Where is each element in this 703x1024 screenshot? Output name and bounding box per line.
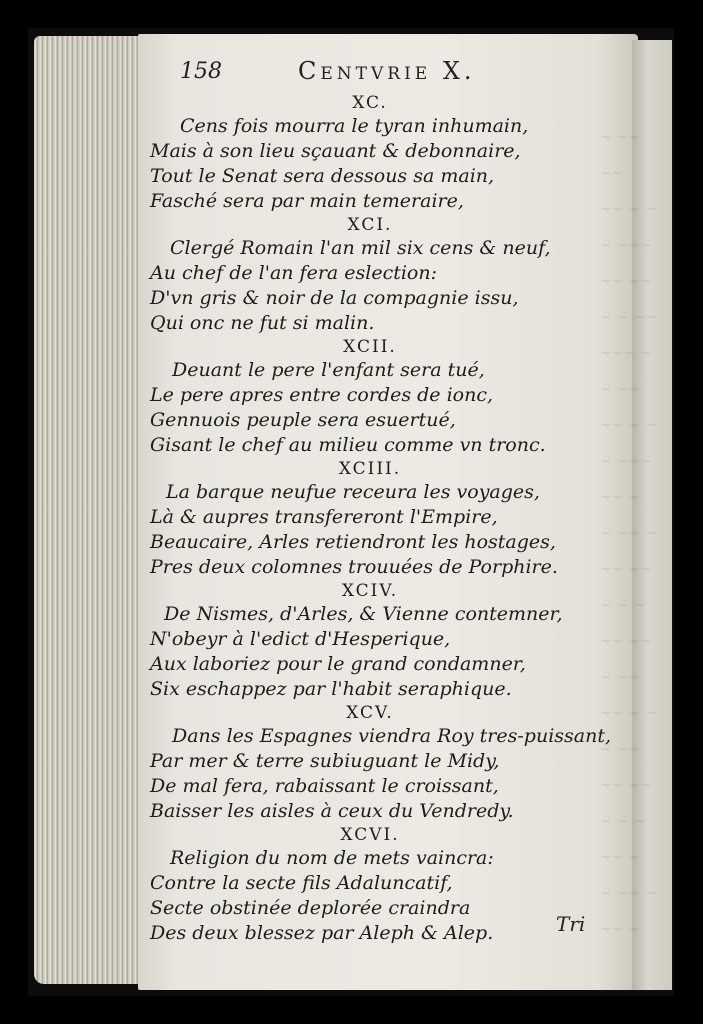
quatrain-number: XCIII. [338,459,402,479]
verse-line: Six eschappez par l'habit seraphique. [150,678,512,700]
verse-line: Baisser les aisles à ceux du Vendredy. [150,800,514,822]
book-page-edges [34,36,144,984]
verse-line: Là & aupres transfereront l'Empire, [150,506,498,528]
verse-line: N'obeyr à l'edict d'Hesperique, [150,628,451,650]
quatrain-number: XCI. [347,215,393,235]
verse-line: Deuant le pere l'enfant sera tué, [172,359,485,381]
verse-line: Des deux blessez par Aleph & Alep. [150,922,494,944]
quatrain [150,214,590,336]
quatrain-number: XCV. [346,703,394,723]
quatrain [150,824,590,946]
quatrain [150,92,590,214]
quatrain-number: XCII. [343,337,397,357]
verse-line: Religion du nom de mets vaincra: [170,847,494,869]
quatrain [150,702,612,824]
verse-line: Par mer & terre subiuguant le Midy, [150,750,500,772]
quatrain [150,458,590,580]
verse-line: Secte obstinée deplorée craindra [150,897,471,919]
verse-line: Gennuois peuple sera esuertué, [150,409,456,431]
verse-line: Gisant le chef au milieu comme vn tronc. [150,434,546,456]
quatrain [150,336,590,458]
verse-line: Mais à son lieu sçauant & debonnaire, [150,140,521,162]
verse-line: Contre la secte fils Adaluncatif, [150,872,453,894]
quatrain-number: XCVI. [340,825,400,845]
verse-line: Beaucaire, Arles retiendront les hostages, [150,531,556,553]
catchword: Tri [556,912,586,936]
verse-line: Dans les Espagnes viendra Roy tres-puissant, [172,725,612,747]
verse-line: Clergé Romain l'an mil six cens & neuf, [170,237,551,259]
verse-line: D'vn gris & noir de la compagnie issu, [150,287,519,309]
show-through-text: ~ ~~ ~~ ~~ ~ ~ ~ ~~~ ~~ ~~ ~ ~ ~~ ~~~ ~ ~ ~~ ~~ ~ ~ ~ ~~~ ~~ ~ ~ ~~ ~ ~~ ~~ ~ ~ ~ ~~ ~~ ~ ~~ ~~ ~ ~ ~ ~~ ~~ ~~ ~ ~ ~ ~~ ~ ~ ~~ ~ ~~ ~ [600,130,658,937]
quatrain-number: XCIV. [341,581,399,601]
quatrain-list [150,92,612,946]
page-header [180,55,540,91]
verse-line: La barque neufue receura les voyages, [166,481,540,503]
running-title: Centvrie X. [298,57,476,85]
verse-line: Au chef de l'an fera eslection: [150,262,438,284]
verse-line: Qui onc ne fut si malin. [150,312,375,334]
verse-line: Aux laboriez pour le grand condamner, [150,653,526,675]
page-number: 158 [180,59,222,84]
verse-line: Tout le Senat sera dessous sa main, [150,165,495,187]
verse-line: Cens fois mourra le tyran inhumain, [180,115,529,137]
quatrain-number: XC. [352,93,388,113]
verse-line: De mal fera, rabaissant le croissant, [150,775,499,797]
verse-line: De Nismes, d'Arles, & Vienne contemner, [164,603,563,625]
verse-line: Le pere apres entre cordes de ionc, [150,384,494,406]
quatrain [150,580,590,702]
verse-line: Pres deux colomnes trouuées de Porphire. [150,556,558,578]
verse-line: Fasché sera par main temeraire, [150,190,464,212]
